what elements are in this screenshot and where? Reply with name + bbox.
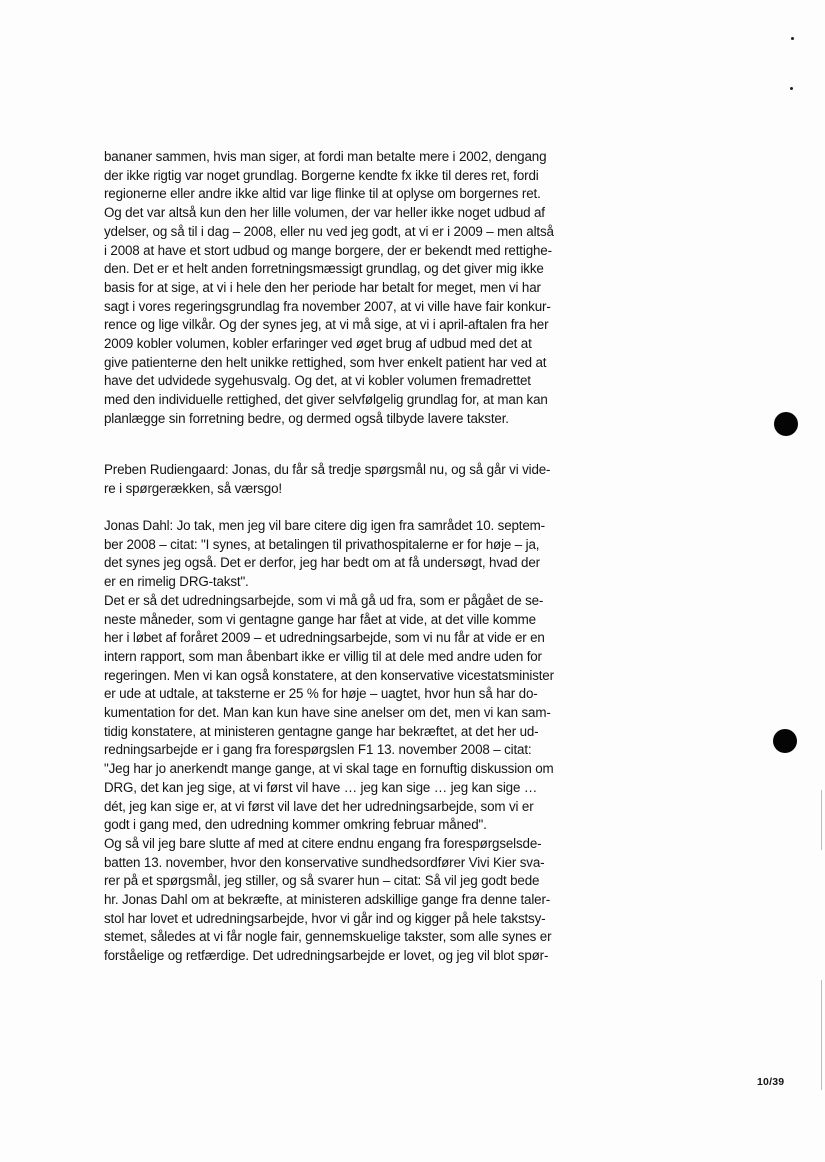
text-line: godt i gang med, den udredning kommer omkring februar måned".: [104, 817, 487, 833]
paragraph-minister-answer: [104, 148, 704, 429]
text-line: 2009 kobler volumen, kobler erfaringer ved øget brug af udbud med det at: [104, 336, 532, 352]
text-line: her i løbet af foråret 2009 – et udredningsarbejde, som vi nu får at vide er en: [104, 630, 545, 646]
text-line: Og så vil jeg bare slutte af med at citere endnu engang fra forespørgselsde-: [104, 835, 542, 851]
text-line: neste måneder, som vi gentagne gange har fået at vide, at det ville komme: [104, 611, 536, 627]
text-line: planlægge sin forretning bedre, og dermed også tilbyde lavere takster.: [104, 410, 509, 426]
text-line: redningsarbejde er i gang fra forespørgslen F1 13. november 2008 – citat:: [104, 742, 532, 758]
text-line: stemet, således at vi får nogle fair, gennemskuelige takster, som alle synes er: [104, 929, 552, 945]
text-line: rer på et spørgsmål, jeg stiller, og så svarer hun – citat: Så vil jeg godt bede: [104, 873, 540, 889]
text-line: batten 13. november, hvor den konservative sundhedsordfører Vivi Kier sva-: [104, 854, 545, 870]
text-line: Jonas Dahl: Jo tak, men jeg vil bare citere dig igen fra samrådet 10. septem-: [104, 518, 545, 533]
text-line: i 2008 at have et stort udbud og mange borgere, der er bekendt med rettighe-: [104, 242, 552, 258]
text-line: hr. Jonas Dahl om at bekræfte, at ministeren adskillige gange fra denne taler-: [104, 892, 551, 908]
page-number: 10/39: [757, 1076, 785, 1088]
text-line: Og det var altså kun den her lille volumen, der var heller ikke noget udbud af: [104, 205, 545, 221]
text-line: det synes jeg også. Det er derfor, jeg har bedt om at få undersøgt, hvad der: [104, 555, 540, 571]
scan-speck: [791, 37, 794, 40]
text-line: forståelige og retfærdige. Det udredningsarbejde er lovet, og jeg vil blot spør-: [104, 948, 549, 964]
text-line: give patienterne den helt unikke rettighed, som hver enkelt patient har ved at: [104, 354, 547, 370]
text-line: bananer sammen, hvis man siger, at fordi man betalte mere i 2002, dengang: [104, 149, 547, 164]
text-line: med den individuelle rettighed, det giver selvfølgelig grundlag for, at man kan: [104, 392, 548, 408]
text-line: re i spørgerækken, så værsgo!: [104, 480, 282, 496]
text-line: tidig konstatere, at ministeren gentagne gange har bekræftet, at det her ud-: [104, 723, 539, 739]
text-line: rence og lige vilkår. Og der synes jeg, at vi må sige, at vi i april-aftalen fra her: [104, 317, 549, 333]
text-line: Preben Rudiengaard: Jonas, du får så tredje spørgsmål nu, og så går vi vide-: [104, 462, 551, 477]
text-line: den. Det er et helt anden forretningsmæssigt grundlag, og det giver mig ikke: [104, 261, 544, 277]
text-line: er en rimelig DRG-takst".: [104, 574, 249, 590]
paragraph-chair-remark: [104, 461, 704, 498]
text-line: der ikke rigtig var noget grundlag. Borgerne kendte fx ikke til deres ret, fordi: [104, 167, 539, 183]
text-line: stol har lovet et udredningsarbejde, hvor vi går ind og kigger på hele takstsy-: [104, 910, 546, 926]
paragraph-jonas-dahl: [104, 517, 704, 966]
punch-hole: [773, 729, 797, 753]
text-line: have det udvidede sygehusvalg. Og det, at vi kobler volumen fremadrettet: [104, 373, 531, 389]
text-line: Det er så det udredningsarbejde, som vi må gå ud fra, som er pågået de se-: [104, 592, 544, 608]
text-line: DRG, det kan jeg sige, at vi først vil have … jeg kan sige … jeg kan sige …: [104, 779, 538, 795]
text-line: dét, jeg kan sige er, at vi først vil lave det her udredningsarbejde, som vi er: [104, 798, 534, 814]
text-line: kumentation for det. Man kan kun have sine anelser om det, men vi kan sam-: [104, 705, 551, 721]
punch-hole: [774, 412, 798, 436]
text-line: er ude at udtale, at taksterne er 25 % for høje – uagtet, hvor hun så har do-: [104, 686, 538, 702]
text-line: regionerne eller andre ikke altid var lige flinke til at oplyse om borgernes ret.: [104, 186, 541, 202]
text-line: "Jeg har jo anerkendt mange gange, at vi skal tage en fornuftig diskussion om: [104, 761, 554, 777]
text-line: sagt i vores regeringsgrundlag fra november 2007, at vi ville have fair konkur-: [104, 298, 551, 314]
scan-edge-mark: [821, 980, 822, 1090]
text-line: basis for at sige, at vi i hele den her periode har betalt for meget, men vi har: [104, 279, 541, 295]
text-line: regeringen. Men vi kan også konstatere, at den konservative vicestatsminister: [104, 667, 554, 683]
text-line: ber 2008 – citat: "I synes, at betalingen til privathospitalerne er for høje – ja,: [104, 536, 540, 552]
text-line: ydelser, og så til i dag – 2008, eller nu ved jeg godt, at vi er i 2009 – men altså: [104, 223, 554, 239]
text-line: intern rapport, som man åbenbart ikke er villig til at dele med andre uden for: [104, 648, 542, 664]
scan-speck: [790, 87, 793, 90]
scan-edge-mark: [821, 790, 822, 850]
